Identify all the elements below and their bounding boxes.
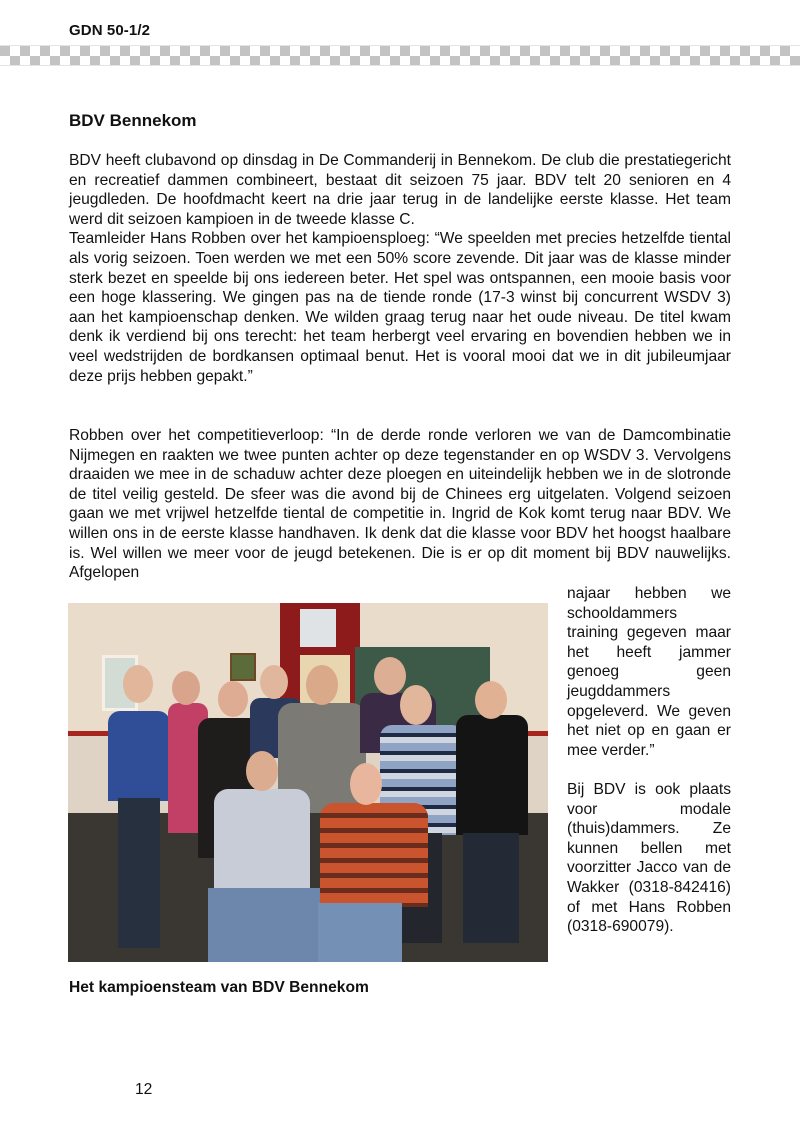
photo-face: [374, 657, 406, 695]
photo-window: [300, 609, 336, 647]
photo-person-legs: [118, 798, 160, 948]
photo-person-seated: [214, 789, 310, 893]
checkered-band: [0, 46, 800, 65]
photo-person: [108, 711, 170, 801]
photo-face: [260, 665, 288, 699]
photo-person-legs: [463, 833, 519, 943]
photo-face: [475, 681, 507, 719]
photo-face: [123, 665, 153, 703]
photo-face: [218, 681, 248, 717]
paragraph-text: Teamleider Hans Robben over het kampioensploeg: “We speelden met precies hetzelfde tiental als vorig seizoen. Toen werden we met een 50% score zevende. Dit jaar was de klasse minder sterk bezet en speelde bij ons iedereen beter. Het spel was ontspannen, een mooie basis voor een hoge klassering. We gingen pas na de tiende ronde (17-3 winst bij concurrent WSDV 3) aan het kampioenschap denken. We wilden graag terug naar het oude niveau. De titel kwam denk ik verdiend bij ons terecht: het team herbergt veel ervaring en bovendien hebben we in veel wedstrijden de bordkansen optimaal benut. Het is vooral mooi dat we in dit jubileumjaar deze prijs hebben gepakt.”: [69, 230, 731, 385]
photo-face: [306, 665, 338, 705]
article-paragraph-contact: Bij BDV is ook plaats voor modale (thuis)dammers. Ze kunnen bellen met voorzitter Jacco van de Wakker (0318-842416) of met Hans Robben (0318-690079).: [567, 781, 731, 936]
photo-painting: [230, 653, 256, 681]
photo-person: [456, 715, 528, 835]
photo-face: [246, 751, 278, 791]
header-rule-bottom: [0, 65, 800, 66]
team-photo: [68, 603, 548, 962]
photo-face: [172, 671, 200, 705]
photo-jeans: [208, 888, 326, 962]
photo-person-seated-striped: [320, 803, 428, 907]
magazine-issue-label: GDN 50-1/2: [69, 22, 151, 39]
article-title: BDV Bennekom: [69, 111, 197, 130]
article-paragraph-intro: [69, 151, 731, 386]
article-paragraph-youth: najaar hebben we schooldammers training gegeven maar het heeft jammer genoeg geen jeugddammers opgeleverd. We geven het niet op en gaan er mee verder.”: [567, 585, 731, 759]
paragraph-text: BDV heeft clubavond op dinsdag in De Commanderij in Bennekom. De club die prestatiegericht en recreatief dammen combineert, bestaat dit seizoen 75 jaar. BDV telt 20 senioren en 4 jeugdleden. De hoofdmacht keert na drie jaar terug in de landelijke eerste klasse. Het team werd dit seizoen kampioen in de tweede klasse C.: [69, 152, 731, 228]
photo-caption: Het kampioensteam van BDV Bennekom: [69, 979, 369, 996]
article-paragraph-competition: Robben over het competitieverloop: “In de derde ronde verloren we van de Damcombinatie Nijmegen en raakten we twee punten achter op deze tegenstander en op WSDV 3. Vervolgens draaiden we mee in de schaduw achter deze ploegen en uiteindelijk hebben we in de slotronde de titel veilig gesteld. De sfeer was die avond bij de Chinees erg uitgelaten. Volgend seizoen gaan we met vrijwel hetzelfde tiental de competitie in. Ingrid de Kok komt terug naar BDV. We willen ons in de eerste klasse handhaven. Ik denk dat die klasse voor BDV het hoogst haalbare is. Wel willen we meer voor de jeugd betekenen. Die is er op dit moment bij BDV nauwelijks. Afgelopen: [69, 427, 731, 582]
photo-jeans: [318, 903, 402, 962]
photo-face: [400, 685, 432, 725]
photo-face: [350, 763, 382, 805]
page-number: 12: [135, 1081, 153, 1098]
